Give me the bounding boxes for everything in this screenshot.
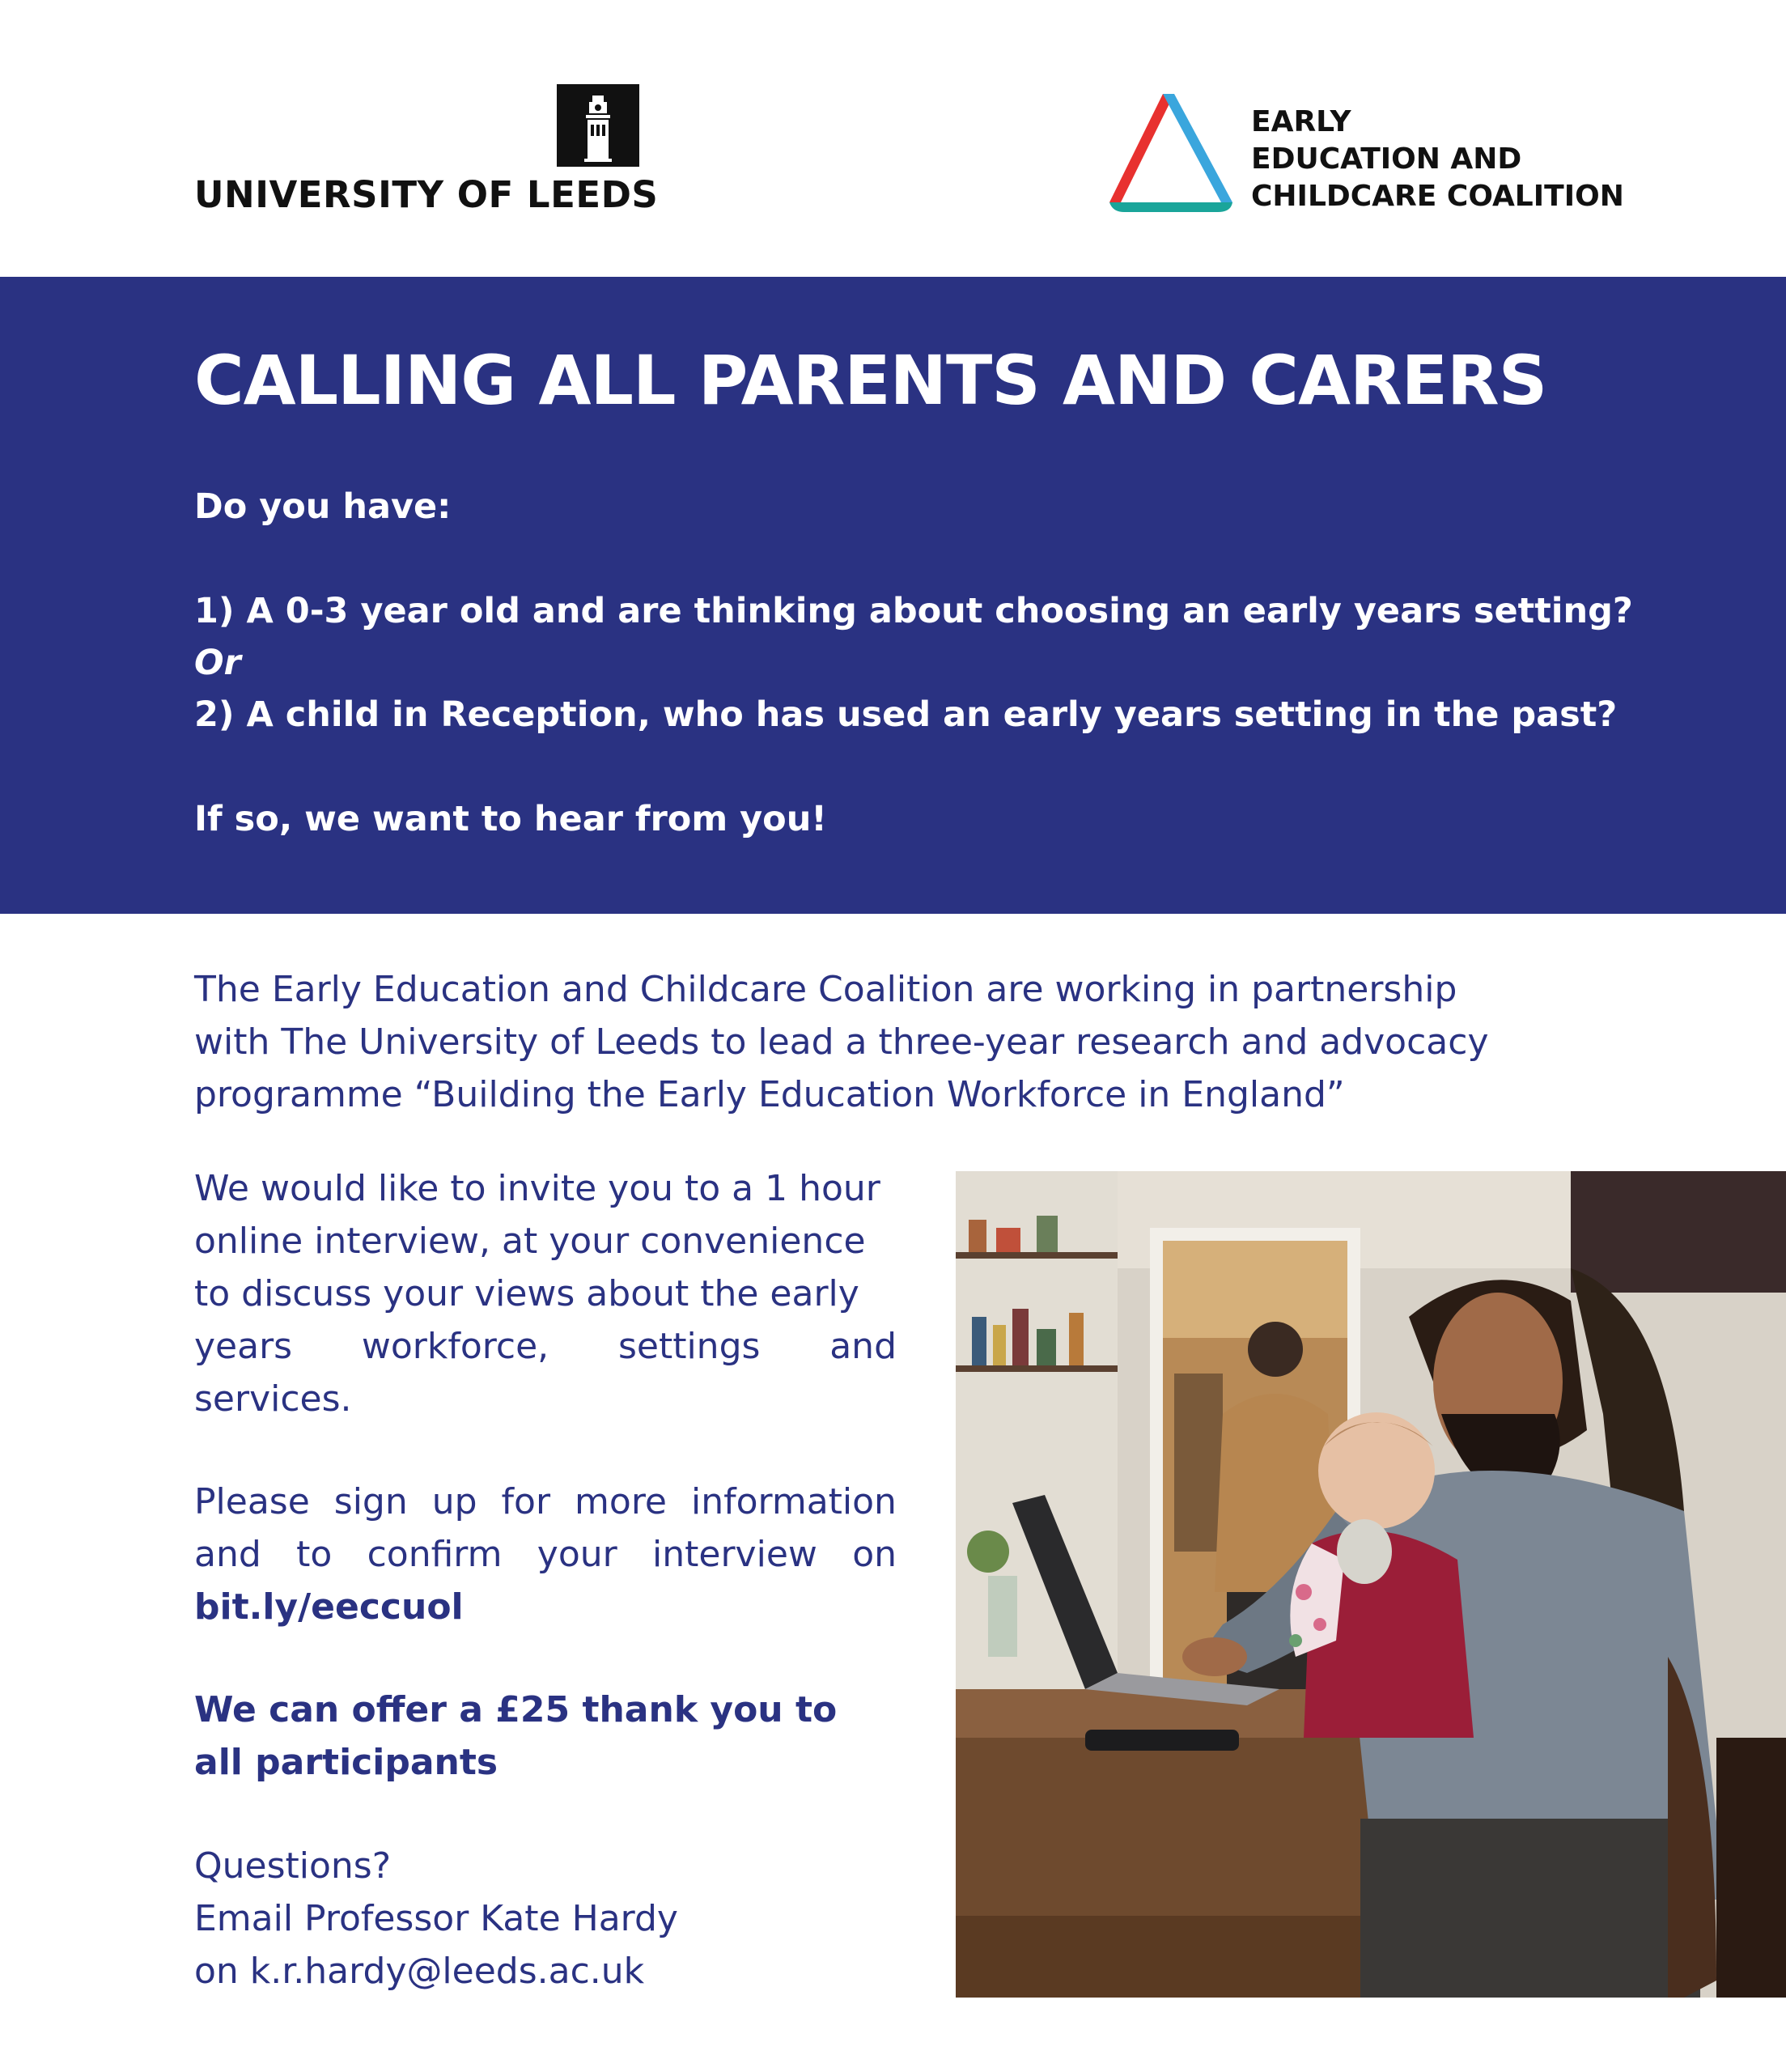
invite-line: We would like to invite you to a 1 hour — [194, 1168, 880, 1209]
eecc-logo-line: CHILDCARE COALITION — [1251, 180, 1624, 213]
intro-line: programme “Building the Early Education Workforce in England” — [194, 1074, 1345, 1115]
word: sign — [333, 1481, 408, 1522]
invite-line: online interview, at your convenience — [194, 1221, 866, 1262]
invite-paragraph — [194, 1162, 897, 1425]
option-2-text: 2) A child in Reception, who has used an early years setting in the past? — [194, 694, 1618, 735]
signup-link[interactable]: bit.ly/eeccuol — [194, 1586, 464, 1628]
intro-line: with The University of Leeds to lead a three-year research and advocacy — [194, 1021, 1489, 1063]
eecc-logo-text — [1251, 104, 1624, 215]
eecc-logo-line: EDUCATION AND — [1251, 142, 1522, 176]
signup-paragraph — [194, 1475, 897, 1633]
contact-line: Questions? — [194, 1845, 392, 1887]
word: settings — [617, 1326, 761, 1367]
offer-line: We can offer a £25 thank you to — [194, 1689, 838, 1730]
word: up — [431, 1481, 477, 1522]
contact-line: Email Professor Kate Hardy — [194, 1898, 678, 1939]
word: interview — [652, 1534, 817, 1575]
contact-text — [194, 1840, 897, 1998]
word: on — [852, 1534, 897, 1575]
leeds-logo-text: UNIVERSITY OF LEEDS — [194, 173, 659, 216]
eecc-logo — [1105, 91, 1623, 220]
question-text: Do you have: — [194, 486, 452, 527]
word: to — [296, 1534, 333, 1575]
word: and — [829, 1326, 897, 1367]
offer-text — [194, 1684, 897, 1789]
signup-line — [194, 1528, 897, 1581]
headline: CALLING ALL PARENTS AND CARERS — [194, 341, 1547, 420]
or-text: Or — [194, 643, 241, 683]
eecc-logo-line: EARLY — [1251, 105, 1351, 138]
intro-line: The Early Education and Childcare Coalition are working in partnership — [194, 969, 1457, 1010]
invite-line: services. — [194, 1378, 352, 1420]
intro-paragraph — [194, 963, 1586, 1121]
word: confirm — [367, 1534, 503, 1575]
word: more — [575, 1481, 668, 1522]
word: your — [537, 1534, 617, 1575]
option-1-text: 1) A 0-3 year old and are thinking about choosing an early years setting? — [194, 591, 1633, 631]
word: Please — [194, 1481, 310, 1522]
word: and — [194, 1534, 261, 1575]
clock-tower-icon — [557, 84, 639, 167]
invite-line: to discuss your views about the early — [194, 1273, 859, 1314]
parent-with-baby-photo — [956, 1171, 1786, 1998]
call-to-action-text: If so, we want to hear from you! — [194, 799, 827, 839]
word: information — [691, 1481, 897, 1522]
word: years — [194, 1326, 293, 1367]
triangle-logo-icon — [1105, 91, 1236, 214]
contact-email-line[interactable]: on k.r.hardy@leeds.ac.uk — [194, 1951, 645, 1992]
offer-line: all participants — [194, 1742, 498, 1783]
word: for — [501, 1481, 551, 1522]
word: workforce, — [361, 1326, 549, 1367]
university-of-leeds-logo — [194, 84, 659, 222]
header — [0, 0, 1786, 277]
signup-line — [194, 1475, 897, 1528]
invite-line — [194, 1320, 897, 1373]
